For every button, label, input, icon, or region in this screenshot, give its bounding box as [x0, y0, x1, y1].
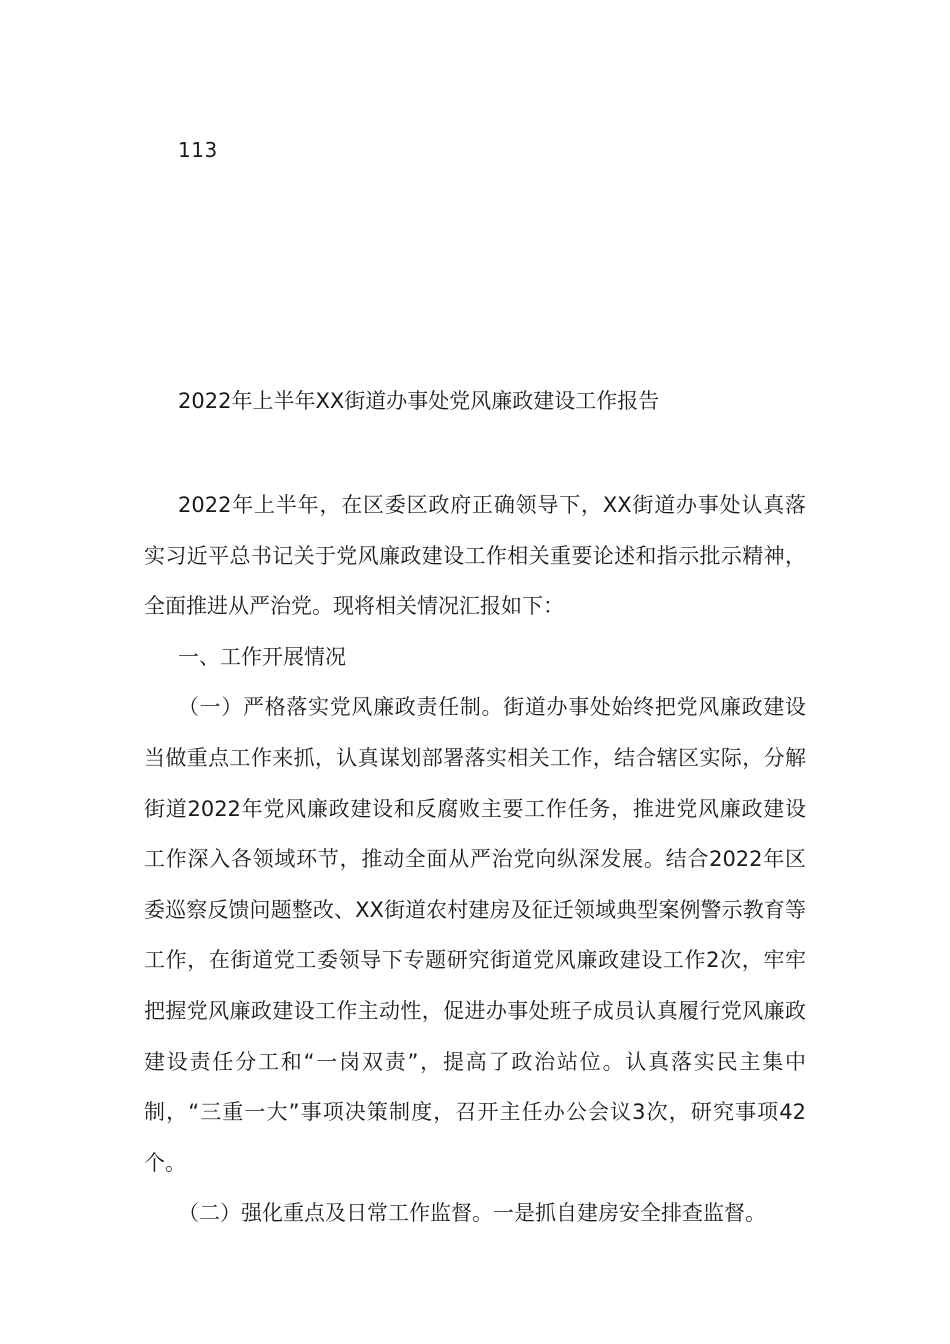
section-heading: 一、工作开展情况 — [178, 644, 346, 669]
paragraph-item-2: （二）强化重点及日常工作监督。一是抓自建房安全排查监督。 — [178, 1201, 766, 1226]
document-title: 2022年上半年XX街道办事处党风廉政建设工作报告 — [178, 389, 660, 413]
paragraph-item-1: （一）严格落实党风廉政责任制。街道办事处始终把党风廉政建设当做重点工作来抓，认真谋划部署落实相关工作，结合辖区实际，分解街道2022年党风廉政建设和反腐败主要工作任务，推进党风廉政建设工作深入各领域环节，推动全面从严治党向纵深发展。结合2022年区委巡察反馈问题整改、XX街道农村建房及征迁领域典型案例警示教育等工作，在街道党工委领导下专题研究街道党风廉政建设工作2次，牢牢把握党风廉政建设工作主动性，促进办事处班子成员认真履行党风廉政建设责任分工和“一岗双责”，提高了政治站位。认真落实民主集中制，“三重一大”事项决策制度，召开主任办公会议3次，研究事项42个。 — [144, 695, 806, 1175]
document-body — [144, 480, 806, 1239]
intro-paragraph: 2022年上半年，在区委区政府正确领导下，XX街道办事处认真落实习近平总书记关于党风廉政建设工作相关重要论述和指示批示精神，全面推进从严治党。现将相关情况汇报如下： — [144, 493, 806, 619]
page-number: 113 — [178, 138, 218, 162]
